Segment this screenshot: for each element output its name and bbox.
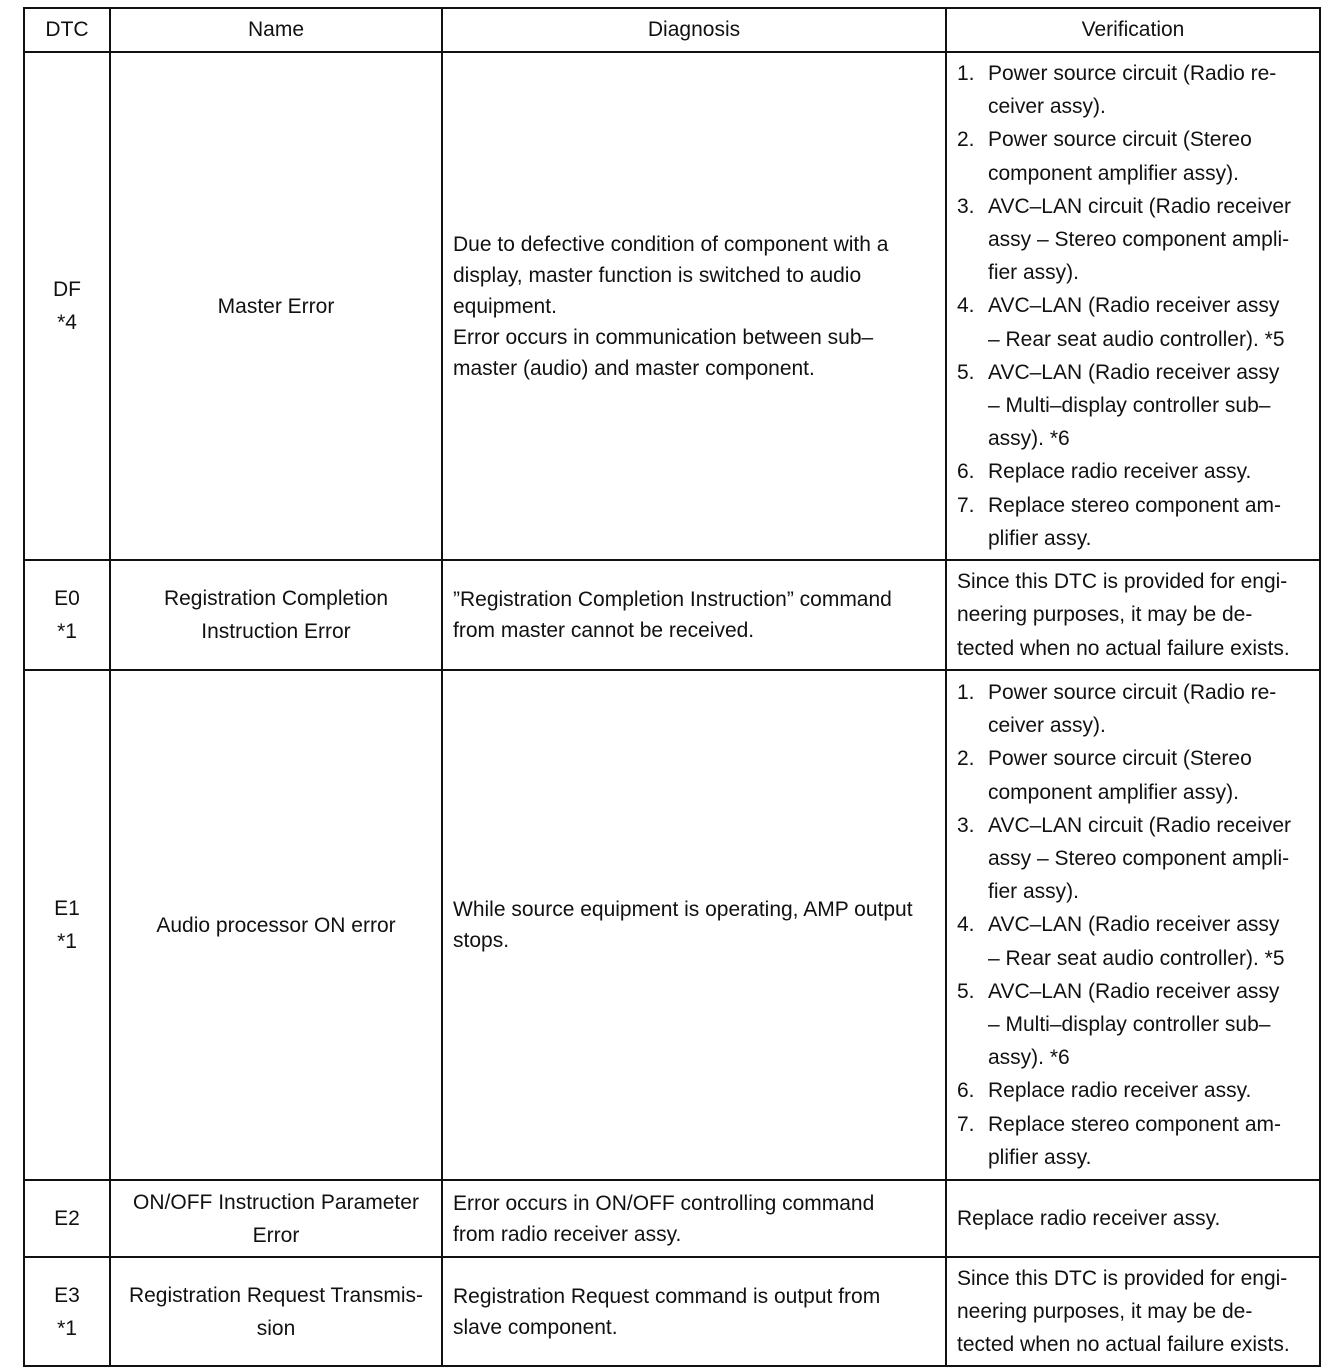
verification-item [957, 289, 1311, 355]
step-number: 6. [957, 1079, 975, 1103]
step-text [988, 289, 1311, 355]
step-number: 2. [957, 128, 975, 152]
diagnosis-text: Registration Request command is output from [453, 1284, 881, 1308]
step-text [988, 57, 1311, 123]
dtc-code: *4 [57, 311, 77, 334]
header-dtc: DTC [24, 8, 110, 52]
step-text-line: Replace stereo component am- [988, 1112, 1281, 1136]
step-text [988, 975, 1311, 1075]
dtc-code: DF [53, 278, 81, 301]
step-text [988, 489, 1311, 555]
step-text [988, 742, 1311, 808]
dtc-cell [24, 670, 110, 1180]
name-cell [110, 670, 442, 1180]
name-text: Registration Completion [163, 587, 389, 610]
step-text-line: AVC–LAN (Radio receiver assy [988, 979, 1280, 1003]
step-number: 3. [957, 194, 975, 218]
name-text: Error [252, 1223, 300, 1247]
step-text [988, 455, 1311, 488]
step-text-line: assy). *6 [988, 427, 1070, 451]
name-text: Registration Request Transmis- [128, 1283, 424, 1307]
verification-text: Since this DTC is provided for engi- [957, 570, 1288, 594]
verification-cell [946, 1180, 1320, 1257]
step-text [988, 123, 1311, 189]
step-text [988, 676, 1311, 742]
name-text: sion [256, 1316, 296, 1340]
step-text-line: Replace radio receiver assy. [988, 460, 1252, 484]
verification-list [957, 676, 1311, 1174]
dtc-cell [24, 560, 110, 670]
verification-cell [946, 52, 1320, 560]
diagnosis-text: from master cannot be received. [453, 619, 755, 642]
step-text-line: Replace stereo component am- [988, 493, 1281, 517]
verification-cell [946, 560, 1320, 670]
diagnosis-cell [442, 52, 946, 560]
step-text-line: ceiver assy). [988, 714, 1106, 738]
step-text [988, 908, 1311, 974]
table-row [24, 1257, 1320, 1366]
diagnosis-text: Error occurs in ON/OFF controlling command [453, 1191, 875, 1215]
diagnosis-cell [442, 560, 946, 670]
diagnosis-cell [442, 670, 946, 1180]
verification-item [957, 742, 1311, 808]
step-text-line: Power source circuit (Radio re- [988, 61, 1277, 85]
step-text-line: fier assy). [988, 880, 1080, 904]
step-text-line: component amplifier assy). [988, 161, 1239, 185]
header-name: Name [110, 8, 442, 52]
name-text: Instruction Error [201, 620, 351, 643]
step-number: 1. [957, 680, 975, 704]
step-text-line: AVC–LAN (Radio receiver assy [988, 913, 1280, 937]
name-cell [110, 1180, 442, 1257]
verification-text: tected when no actual failure exists. [957, 636, 1290, 660]
verification-item [957, 676, 1311, 742]
step-number: 7. [957, 493, 975, 517]
step-text-line: AVC–LAN circuit (Radio receiver [988, 194, 1292, 218]
step-number: 4. [957, 294, 975, 318]
diagnosis-text: display, master function is switched to audio [453, 263, 862, 287]
step-number: 7. [957, 1112, 975, 1136]
name-cell [110, 52, 442, 560]
verification-text: Replace radio receiver assy. [957, 1206, 1221, 1230]
step-number: 6. [957, 460, 975, 484]
diagnosis-text: ”Registration Completion Instruction” command [453, 588, 892, 611]
dtc-cell [24, 1180, 110, 1257]
step-number: 3. [957, 813, 975, 837]
name-cell [110, 560, 442, 670]
table-row [24, 560, 1320, 670]
diagnosis-cell [442, 1180, 946, 1257]
verification-text: tected when no actual failure exists. [957, 1333, 1290, 1357]
verification-text: neering purposes, it may be de- [957, 1299, 1253, 1323]
step-text-line: Replace radio receiver assy. [988, 1079, 1252, 1103]
verification-cell [946, 670, 1320, 1180]
dtc-cell [24, 52, 110, 560]
diagnosis-text: While source equipment is operating, AMP output [453, 898, 913, 921]
verification-item [957, 356, 1311, 456]
verification-item [957, 190, 1311, 290]
dtc-table [23, 7, 1321, 1367]
dtc-code: *1 [57, 930, 77, 953]
step-text-line: AVC–LAN (Radio receiver assy [988, 360, 1280, 384]
diagnosis-text: Error occurs in communication between sub– [453, 325, 874, 349]
dtc-code: E1 [54, 897, 80, 920]
diagnosis-cell [442, 1257, 946, 1366]
dtc-cell [24, 1257, 110, 1366]
step-number: 2. [957, 747, 975, 771]
step-text-line: Power source circuit (Stereo [988, 128, 1252, 152]
step-text [988, 1074, 1311, 1107]
header-verification: Verification [946, 8, 1320, 52]
step-text-line: – Rear seat audio controller). *5 [988, 327, 1285, 351]
step-number: 5. [957, 360, 975, 384]
verification-text: Since this DTC is provided for engi- [957, 1266, 1288, 1290]
step-text-line: assy). *6 [988, 1046, 1070, 1070]
step-text [988, 356, 1311, 456]
step-text-line: plifier assy. [988, 526, 1092, 550]
name-text: Master Error [217, 294, 335, 318]
diagnosis-text: slave component. [453, 1315, 618, 1339]
verification-item [957, 908, 1311, 974]
step-text-line: Power source circuit (Stereo [988, 747, 1252, 771]
header-row [24, 8, 1320, 52]
verification-item [957, 123, 1311, 189]
table-row [24, 670, 1320, 1180]
step-text-line: AVC–LAN (Radio receiver assy [988, 294, 1280, 318]
step-text-line: ceiver assy). [988, 95, 1106, 119]
header-diagnosis: Diagnosis [442, 8, 946, 52]
verification-item [957, 455, 1311, 488]
name-cell [110, 1257, 442, 1366]
step-text [988, 190, 1311, 290]
step-text-line: – Rear seat audio controller). *5 [988, 946, 1285, 970]
diagnosis-text: equipment. [453, 294, 557, 318]
verification-item [957, 489, 1311, 555]
verification-cell [946, 1257, 1320, 1366]
step-text-line: assy – Stereo component ampli- [988, 227, 1290, 251]
step-number: 4. [957, 913, 975, 937]
step-text-line: – Multi–display controller sub– [988, 1013, 1271, 1036]
verification-list [957, 57, 1311, 555]
dtc-code: E2 [54, 1207, 80, 1230]
dtc-code: *1 [57, 620, 77, 643]
table-row [24, 52, 1320, 560]
step-text-line: component amplifier assy). [988, 780, 1239, 804]
verification-item [957, 57, 1311, 123]
dtc-code: *1 [57, 1316, 77, 1340]
verification-item [957, 975, 1311, 1075]
step-text-line: plifier assy. [988, 1145, 1092, 1169]
step-text-line: – Multi–display controller sub– [988, 394, 1271, 417]
name-text: Audio processor ON error [156, 913, 396, 937]
step-text-line: Power source circuit (Radio re- [988, 680, 1277, 704]
diagnosis-text: master (audio) and master component. [453, 356, 815, 380]
step-text [988, 1108, 1311, 1174]
dtc-code: E3 [54, 1283, 80, 1307]
name-text: ON/OFF Instruction Parameter [133, 1190, 419, 1214]
dtc-code: E0 [54, 587, 80, 610]
step-number: 1. [957, 61, 975, 85]
diagnosis-text: Due to defective condition of component with a [453, 232, 889, 256]
verification-item [957, 1074, 1311, 1107]
diagnosis-text: stops. [453, 929, 510, 952]
verification-item [957, 809, 1311, 909]
step-text-line: fier assy). [988, 261, 1080, 285]
step-text-line: assy – Stereo component ampli- [988, 846, 1290, 870]
diagnosis-text: from radio receiver assy. [453, 1222, 682, 1246]
step-text [988, 809, 1311, 909]
step-number: 5. [957, 979, 975, 1003]
step-text-line: AVC–LAN circuit (Radio receiver [988, 813, 1292, 837]
verification-item [957, 1108, 1311, 1174]
table-row [24, 1180, 1320, 1257]
verification-text: neering purposes, it may be de- [957, 603, 1253, 627]
